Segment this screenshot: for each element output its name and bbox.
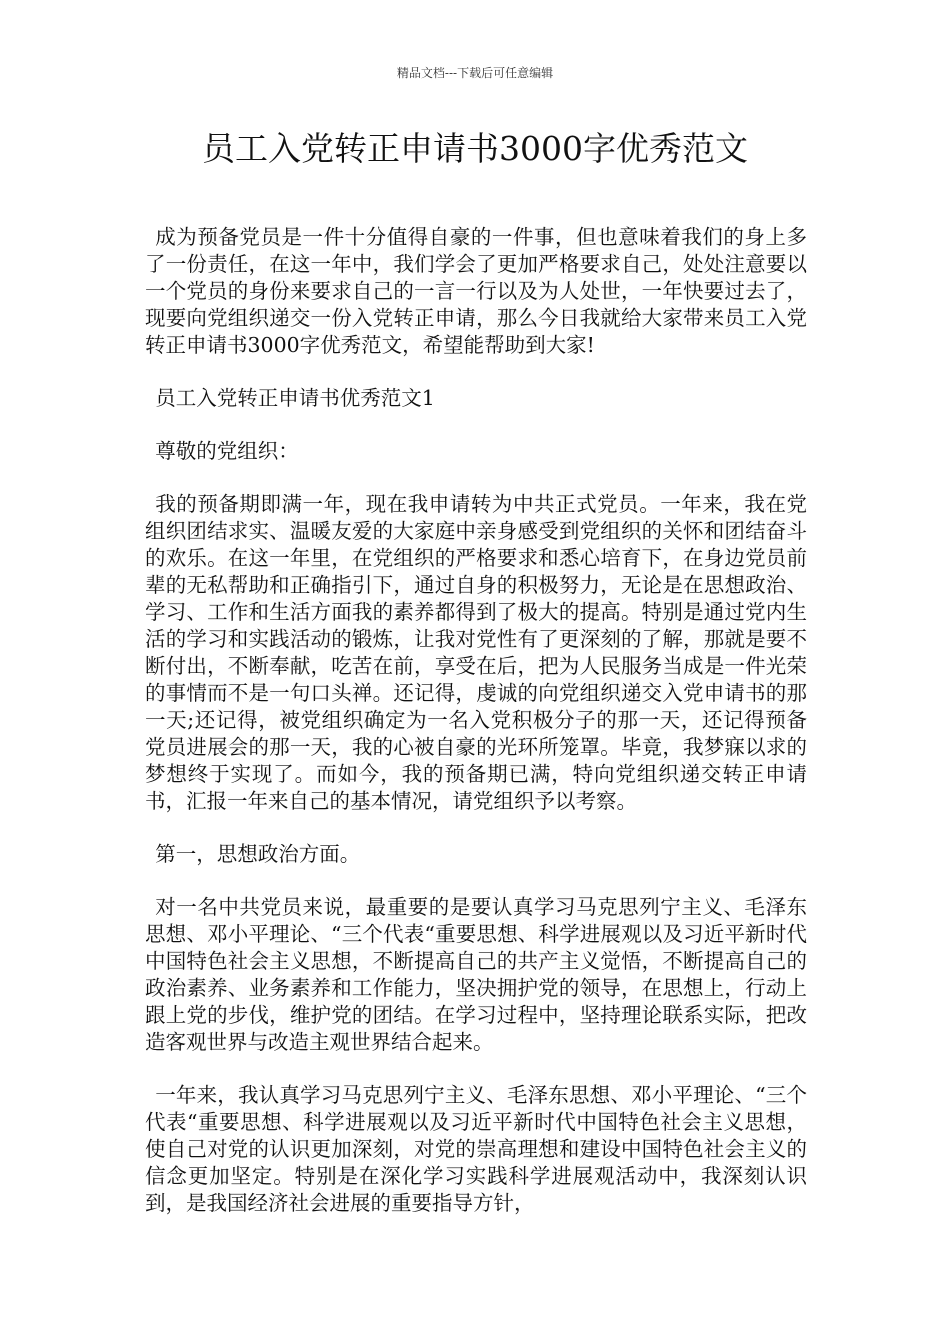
section-heading: 员工入党转正申请书优秀范文1 [155, 386, 435, 410]
document-body [145, 224, 807, 1243]
intro-paragraph: 成为预备党员是一件十分值得自豪的一件事，但也意味着我们的身上多了一份责任，在这一年中，我们学会了更加严格要求自己，处处注意要以一个党员的身份来要求自己的一言一行以及为人处世，一年快要过去了，现要向党组织递交一份入党转正申请，那么今日我就给大家带来员工入党转正申请书3000字优秀范文，希望能帮助到大家! [145, 225, 807, 357]
body-paragraph: 对一名中共党员来说，最重要的是要认真学习马克思列宁主义、毛泽东思想、邓小平理论、“三个代表“重要思想、科学进展观以及习近平新时代中国特色社会主义思想，不断提高自己的共产主义觉悟，不断提高自己的政治素养、业务素养和工作能力，坚决拥护党的领导，在思想上，行动上跟上党的步伐，维护党的团结。在学习过程中，坚持理论联系实际，把改造客观世界与改造主观世界结合起来。 [145, 895, 807, 1054]
header-note: 精品文档---下载后可任意编辑 [396, 66, 554, 80]
document-title: 员工入党转正申请书3000字优秀范文 [202, 129, 748, 168]
subheading: 第一，思想政治方面。 [155, 842, 361, 866]
body-paragraph: 我的预备期即满一年，现在我申请转为中共正式党员。一年来，我在党组织团结求实、温暖友爱的大家庭中亲身感受到党组织的关怀和团结奋斗的欢乐。在这一年里，在党组织的严格要求和悉心培育下，在身边党员前辈的无私帮助和正确指引下，通过自身的积极努力，无论是在思想政治、学习、工作和生活方面我的素养都得到了极大的提高。特别是通过党内生活的学习和实践活动的锻炼，让我对党性有了更深刻的了解，那就是要不断付出，不断奉献，吃苦在前，享受在后，把为人民服务当成是一件光荣的事情而不是一句口头禅。还记得，虔诚的向党组织递交入党申请书的那一天;还记得，被党组织确定为一名入党积极分子的那一天，还记得预备党员进展会的那一天，我的心被自豪的光环所笼罩。毕竟，我梦寐以求的梦想终于实现了。而如今，我的预备期已满，特向党组织递交转正申请书，汇报一年来自己的基本情况，请党组织予以考察。 [145, 492, 807, 813]
salutation: 尊敬的党组织： [155, 439, 299, 463]
body-paragraph: 一年来，我认真学习马克思列宁主义、毛泽东思想、邓小平理论、“三个代表“重要思想、科学进展观以及习近平新时代中国特色社会主义思想，使自己对党的认识更加深刻，对党的崇高理想和建设中国特色社会主义的信念更加坚定。特别是在深化学习实践科学进展观活动中，我深刻认识到，是我国经济社会进展的重要指导方针， [145, 1083, 807, 1215]
